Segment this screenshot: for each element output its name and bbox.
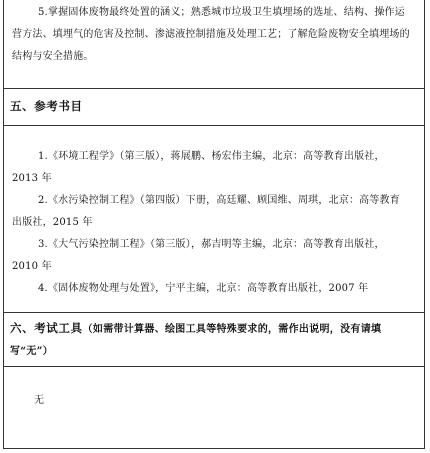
objective-item-5: 5.掌握固体废物最终处置的涵义；熟悉城市垃圾卫生填埋场的选址、结构、操作运营方法、填埋气的危害及控制、渗滤液控制措施及处理工艺；了解危险废物安全填埋场的结构与安全措施。 [12,7,410,62]
exam-tools-note: （如需带计算器、绘图工具等特殊要求的，需作出说明，没有请填写“无”） [10,324,382,357]
reference-item-4: 4.《固体废物处理与处置》，宁平主编，北京：高等教育出版社，2007 年 [38,283,369,294]
exam-tools-answer-cell [4,390,424,412]
exam-tools-answer: 无 [34,395,45,406]
references-list [4,146,424,300]
table-divider [4,125,424,126]
references-heading: 五、参考书目 [10,99,83,113]
reference-item-3: 3.《大气污染控制工程》（第三版），郝吉明等主编，北京：高等教育出版社，2010 年 [12,239,385,272]
reference-item-2: 2.《水污染控制工程》（第四版）下册，高廷耀、顾国维、周琪，北京：高等教育出版社，2015 年 [12,195,400,228]
references-heading-cell [4,96,424,116]
exam-tools-heading: 六、考试工具 [10,321,83,335]
syllabus-table [3,0,425,449]
exam-tools-heading-cell [4,318,424,362]
table-divider [4,366,424,367]
objectives-cell [4,2,424,68]
table-divider [4,88,424,89]
reference-item-1: 1.《环境工程学》（第三版），蒋展鹏、杨宏伟主编，北京：高等教育出版社，2013 年 [12,151,385,184]
table-divider [4,312,424,313]
